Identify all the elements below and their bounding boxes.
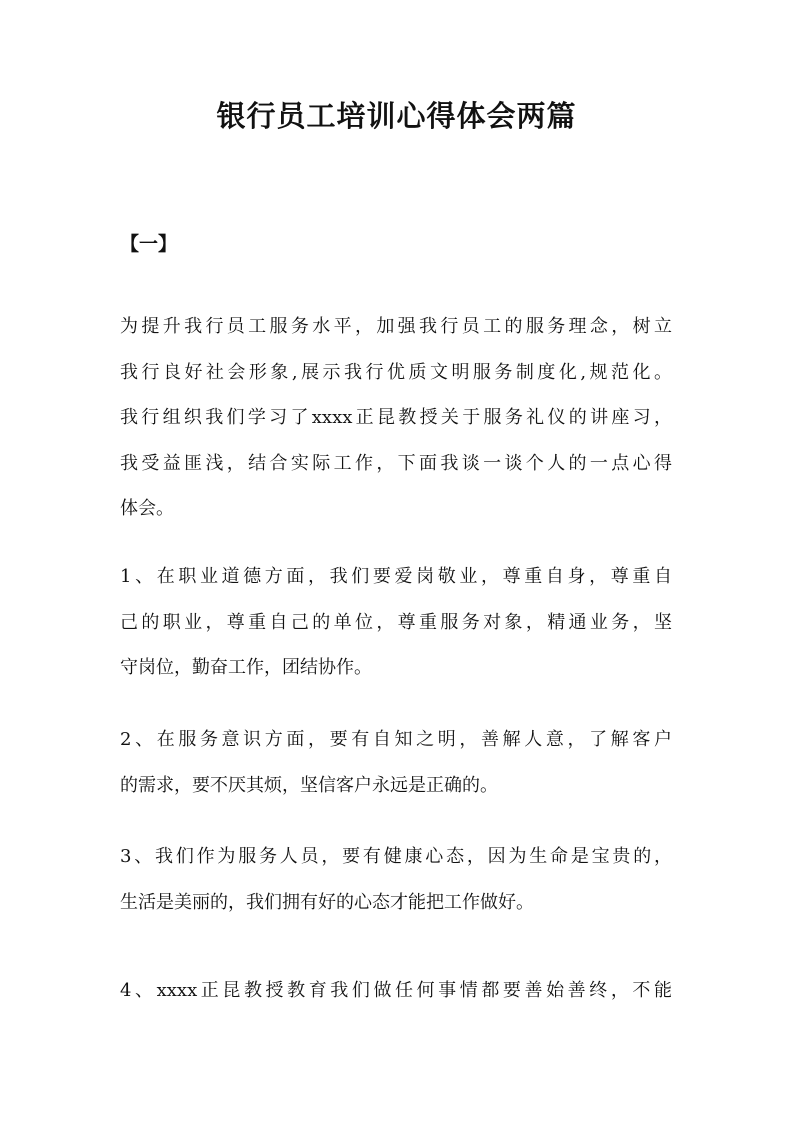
document-title: 银行员工培训心得体会两篇 bbox=[216, 99, 577, 133]
paragraph-line: 生活是美丽的，我们拥有好的心态才能把工作做好。 bbox=[120, 891, 534, 913]
paragraph-line: 的需求，要不厌其烦，坚信客户永远是正确的。 bbox=[120, 774, 498, 796]
paragraph-point-1 bbox=[120, 554, 672, 691]
paragraph-line: 我受益匪浅，结合实际工作，下面我谈一谈个人的一点心得 bbox=[120, 452, 672, 474]
paragraph-line: 体会。 bbox=[120, 498, 174, 519]
paragraph-point-2 bbox=[120, 717, 672, 808]
section-marker: 【一】 bbox=[120, 233, 178, 255]
paragraph-line: 我行组织我们学习了xxxx正昆教授关于服务礼仪的讲座习， bbox=[120, 407, 672, 428]
paragraph-line: 1、在职业道德方面，我们要爱岗敬业，尊重自身，尊重自 bbox=[120, 566, 672, 587]
paragraph-point-3 bbox=[120, 834, 672, 925]
paragraph-line: 守岗位，勤奋工作，团结协作。 bbox=[120, 657, 372, 678]
paragraph-point-4 bbox=[120, 968, 672, 1014]
paragraph-line: 4、xxxx正昆教授教育我们做任何事情都要善始善终，不能 bbox=[120, 980, 672, 1001]
paragraph-line: 2、在服务意识方面，要有自知之明，善解人意，了解客户 bbox=[120, 729, 672, 750]
paragraph-line: 为提升我行员工服务水平，加强我行员工的服务理念，树立 bbox=[120, 316, 672, 337]
paragraph-line: 我行良好社会形象,展示我行优质文明服务制度化,规范化。 bbox=[120, 361, 672, 383]
paragraph-intro bbox=[120, 304, 672, 532]
paragraph-line: 3、我们作为服务人员，要有健康心态，因为生命是宝贵的， bbox=[120, 846, 672, 867]
paragraph-line: 己的职业，尊重自己的单位，尊重服务对象，精通业务，坚 bbox=[120, 611, 672, 633]
